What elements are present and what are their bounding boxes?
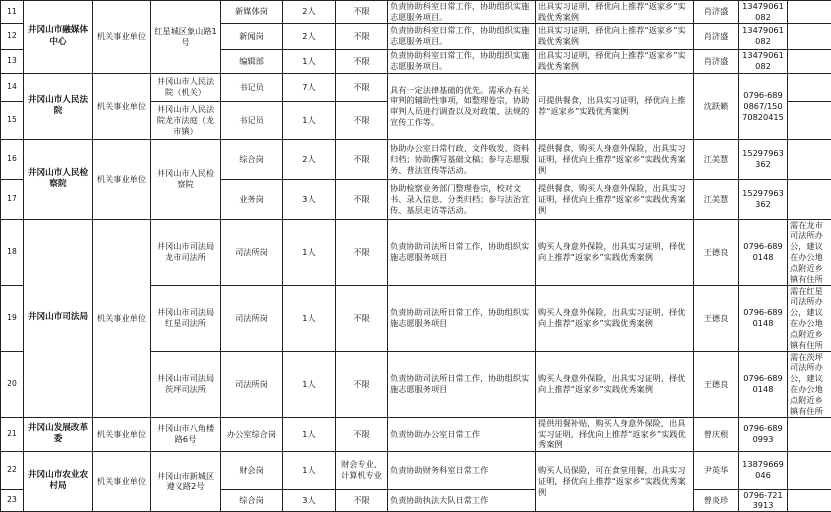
benefit: 出具实习证明，择优向上推荐“返家乡”实践优秀案例 bbox=[536, 1, 694, 24]
job-duty: 负责协助科室日常工作，协助组织实施志愿服务项目。 bbox=[388, 1, 536, 24]
recruit-count: 1人 bbox=[283, 285, 336, 351]
contact-phone: 13479061082 bbox=[739, 23, 788, 49]
benefit: 出具实习证明，择优向上推荐“返家乡”实践优秀案例 bbox=[536, 23, 694, 49]
contact-phone: 13479061082 bbox=[739, 49, 788, 73]
requirement: 不限 bbox=[336, 417, 388, 451]
recruit-count: 2人 bbox=[283, 23, 336, 49]
recruit-count: 7人 bbox=[283, 73, 336, 101]
position-name: 综合岗 bbox=[221, 139, 283, 179]
recruit-count: 3人 bbox=[283, 179, 336, 219]
contact-person: 曾炎珍 bbox=[694, 489, 739, 512]
unit-type: 机关事业单位 bbox=[93, 451, 151, 512]
row-number: 17 bbox=[1, 179, 24, 219]
work-place: 井冈山市人民法院龙市法庭（龙市镇） bbox=[151, 101, 221, 139]
table-row bbox=[1, 139, 831, 179]
position-name: 新闻岗 bbox=[221, 23, 283, 49]
remark bbox=[788, 1, 831, 24]
work-place: 井冈山市司法局红星司法所 bbox=[151, 285, 221, 351]
job-duty: 协助检察业务部门整理卷宗，校对文书、录入信息、分类归档；参与法治宣传、基层走访等活动。 bbox=[388, 179, 536, 219]
requirement: 不限 bbox=[336, 489, 388, 512]
benefit: 购买人身意外保险，出具实习证明，择优向上推荐“返家乡”实践优秀案例 bbox=[536, 219, 694, 285]
contact-person: 江美慧 bbox=[694, 139, 739, 179]
contact-phone: 0796-7213913 bbox=[739, 489, 788, 512]
requirement: 不限 bbox=[336, 101, 388, 139]
remark bbox=[788, 49, 831, 73]
contact-phone: 0796-6890148 bbox=[739, 285, 788, 351]
job-duty: 协助办公室日常行政、文件收发、资料归档；协助撰写基础文稿；参与志愿服务、普法宣传等活动。 bbox=[388, 139, 536, 179]
recruit-count: 1人 bbox=[283, 101, 336, 139]
position-name: 综合岗 bbox=[221, 489, 283, 512]
work-place: 井冈山市八角楼路6号 bbox=[151, 417, 221, 451]
remark bbox=[788, 139, 831, 179]
requirement: 不限 bbox=[336, 285, 388, 351]
contact-person: 王德良 bbox=[694, 219, 739, 285]
row-number: 22 bbox=[1, 451, 24, 489]
job-duty: 负责协助财务科室日常工作 bbox=[388, 451, 536, 489]
position-name: 办公室综合岗 bbox=[221, 417, 283, 451]
contact-person: 肖济盛 bbox=[694, 49, 739, 73]
contact-phone: 0796-6890148 bbox=[739, 219, 788, 285]
remark bbox=[788, 23, 831, 49]
position-name: 业务岗 bbox=[221, 179, 283, 219]
unit-name: 井冈山市融媒体中心 bbox=[24, 1, 93, 74]
contact-person: 肖济盛 bbox=[694, 1, 739, 24]
work-place: 井冈山市司法局茨坪司法所 bbox=[151, 351, 221, 417]
position-name: 书记员 bbox=[221, 101, 283, 139]
position-name: 财会岗 bbox=[221, 451, 283, 489]
row-number: 12 bbox=[1, 23, 24, 49]
unit-type: 机关事业单位 bbox=[93, 1, 151, 74]
recruit-count: 1人 bbox=[283, 417, 336, 451]
unit-name: 井冈山市人民检察院 bbox=[24, 139, 93, 219]
remark bbox=[788, 489, 831, 512]
table-row bbox=[1, 73, 831, 101]
remark: 需在茨坪司法所办公，建议在办公地点附近乡镇有住所 bbox=[788, 351, 831, 417]
recruit-count: 1人 bbox=[283, 219, 336, 285]
unit-type: 机关事业单位 bbox=[93, 73, 151, 139]
table-row bbox=[1, 451, 831, 489]
work-place: 红星城区象山路1号 bbox=[151, 1, 221, 74]
work-place: 井冈山市司法局龙市司法所 bbox=[151, 219, 221, 285]
requirement: 不限 bbox=[336, 351, 388, 417]
contact-phone: 15297963362 bbox=[739, 139, 788, 179]
benefit: 可提供餐食，出具实习证明，择优向上推荐“返家乡”实践优秀案例 bbox=[536, 73, 694, 139]
job-duty: 负责协助司法所日常工作，协助组织实施志愿服务项目 bbox=[388, 285, 536, 351]
contact-phone: 0796-6890867/15070820415 bbox=[739, 73, 788, 139]
contact-person: 尹英华 bbox=[694, 451, 739, 489]
requirement: 不限 bbox=[336, 49, 388, 73]
row-number: 20 bbox=[1, 351, 24, 417]
remark: 需在红星司法所办公，建议在办公地点附近乡镇有住所 bbox=[788, 285, 831, 351]
contact-person: 肖济盛 bbox=[694, 23, 739, 49]
table-row bbox=[1, 219, 831, 285]
position-name: 司法所岗 bbox=[221, 285, 283, 351]
contact-phone: 0796-6890993 bbox=[739, 417, 788, 451]
row-number: 14 bbox=[1, 73, 24, 101]
benefit: 购买人员保险，可在食堂用餐，出具实习证明，择优向上推荐“返家乡”实践优秀案例 bbox=[536, 451, 694, 512]
requirement: 不限 bbox=[336, 23, 388, 49]
job-duty: 负责协助司法所日常工作，协助组织实施志愿服务项目 bbox=[388, 219, 536, 285]
job-duty: 负责协助司法所日常工作，协助组织实施志愿服务项目 bbox=[388, 351, 536, 417]
unit-type: 机关事业单位 bbox=[93, 139, 151, 219]
row-number: 15 bbox=[1, 101, 24, 139]
contact-phone: 13879669046 bbox=[739, 451, 788, 489]
contact-phone: 15297963362 bbox=[739, 179, 788, 219]
recruit-count: 1人 bbox=[283, 451, 336, 489]
requirement: 不限 bbox=[336, 219, 388, 285]
benefit: 提供用餐补贴，购买人身意外保险，出具实习证明，择优向上推荐“返家乡”实践优秀案例 bbox=[536, 417, 694, 451]
remark bbox=[788, 417, 831, 451]
contact-person: 曾庆根 bbox=[694, 417, 739, 451]
benefit: 购买人身意外保险，出具实习证明，择优向上推荐“返家乡”实践优秀案例 bbox=[536, 285, 694, 351]
job-duty: 具有一定法律基础的优先。需承办有关审判的辅助性事项，如整理卷宗，协助审判人员进行调查以及对政策、法规的宣传工作等。 bbox=[388, 73, 536, 139]
contact-person: 沈跃籁 bbox=[694, 73, 739, 139]
row-number: 18 bbox=[1, 219, 24, 285]
benefit: 提供餐食，购买人身意外保险，出具实习证明，择优向上推荐“返家乡”实践优秀案例 bbox=[536, 179, 694, 219]
table-row bbox=[1, 1, 831, 24]
unit-type: 机关事业单位 bbox=[93, 219, 151, 417]
row-number: 21 bbox=[1, 417, 24, 451]
work-place: 井冈山市新城区遵义路2号 bbox=[151, 451, 221, 512]
contact-person: 王德良 bbox=[694, 351, 739, 417]
requirement: 不限 bbox=[336, 73, 388, 101]
row-number: 11 bbox=[1, 1, 24, 24]
work-place: 井冈山市人民检察院 bbox=[151, 139, 221, 219]
unit-name: 井冈山市司法局 bbox=[24, 219, 93, 417]
contact-person: 江美慧 bbox=[694, 179, 739, 219]
unit-type: 机关事业单位 bbox=[93, 417, 151, 451]
requirement: 不限 bbox=[336, 139, 388, 179]
job-duty: 负责协助科室日常工作，协助组织实施志愿服务项目。 bbox=[388, 49, 536, 73]
benefit: 提供餐食，购买人身意外保险，出具实习证明，择优向上推荐“返家乡”实践优秀案例 bbox=[536, 139, 694, 179]
remark bbox=[788, 451, 831, 489]
requirement: 财会专业、计算机专业 bbox=[336, 451, 388, 489]
job-duty: 负责协助科室日常工作，协助组织实施志愿服务项目。 bbox=[388, 23, 536, 49]
position-name: 司法所岗 bbox=[221, 219, 283, 285]
contact-person: 王德良 bbox=[694, 285, 739, 351]
job-duty: 负责协助办公室日常工作 bbox=[388, 417, 536, 451]
contact-phone: 0796-6890148 bbox=[739, 351, 788, 417]
recruit-count: 1人 bbox=[283, 49, 336, 73]
work-place: 井冈山市人民法院（机关） bbox=[151, 73, 221, 101]
remark: 需在龙市司法所办公，建议在办公地点附近乡镇有住所 bbox=[788, 219, 831, 285]
requirement: 不限 bbox=[336, 179, 388, 219]
contact-phone: 13479061082 bbox=[739, 1, 788, 24]
position-name: 书记员 bbox=[221, 73, 283, 101]
position-name: 司法所岗 bbox=[221, 351, 283, 417]
table-row bbox=[1, 417, 831, 451]
unit-name: 井冈山市人民法院 bbox=[24, 73, 93, 139]
recruit-count: 3人 bbox=[283, 489, 336, 512]
recruit-count: 1人 bbox=[283, 351, 336, 417]
row-number: 16 bbox=[1, 139, 24, 179]
requirement: 不限 bbox=[336, 1, 388, 24]
position-name: 新媒体岗 bbox=[221, 1, 283, 24]
remark bbox=[788, 73, 831, 101]
recruit-count: 2人 bbox=[283, 1, 336, 24]
remark bbox=[788, 101, 831, 139]
row-number: 13 bbox=[1, 49, 24, 73]
row-number: 19 bbox=[1, 285, 24, 351]
remark bbox=[788, 179, 831, 219]
unit-name: 井冈山市农业农村局 bbox=[24, 451, 93, 512]
unit-name: 井冈山发展改革委 bbox=[24, 417, 93, 451]
benefit: 出具实习证明，择优向上推荐“返家乡”实践优秀案例 bbox=[536, 49, 694, 73]
recruit-count: 2人 bbox=[283, 139, 336, 179]
job-duty: 负责协助执法大队日常工作 bbox=[388, 489, 536, 512]
benefit: 购买人身意外保险，出具实习证明，择优向上推荐“返家乡”实践优秀案例 bbox=[536, 351, 694, 417]
row-number: 23 bbox=[1, 489, 24, 512]
position-name: 编辑部 bbox=[221, 49, 283, 73]
